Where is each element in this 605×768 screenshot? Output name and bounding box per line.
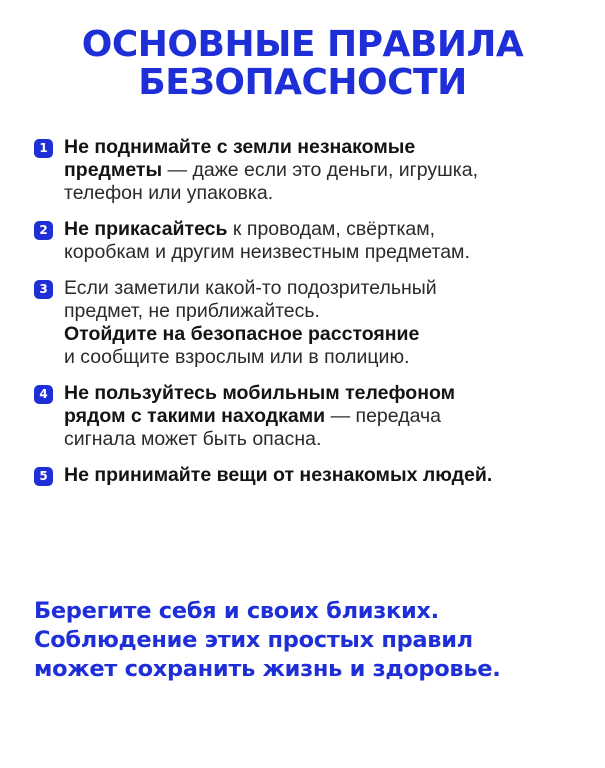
- rule-emphasis: Не прикасайтесь: [64, 218, 228, 240]
- rule-emphasis: Не поднимайте с земли незнакомые: [64, 136, 416, 158]
- rule-text-line: [64, 159, 582, 182]
- rule-emphasis: Не пользуйтесь мобильным телефоном: [64, 382, 456, 404]
- rule-text-line: [64, 136, 582, 159]
- rule-number-badge: 1: [34, 139, 53, 158]
- rule-emphasis: Не принимайте вещи от незнакомых людей.: [64, 464, 493, 486]
- rule-plain-text: сигнала может быть опасна.: [64, 428, 322, 450]
- rule-emphasis: предметы: [64, 159, 163, 181]
- rule-number-badge: 4: [34, 385, 53, 404]
- rule-text-line: [64, 277, 582, 300]
- rule-emphasis: рядом с такими находками: [64, 405, 326, 427]
- rule-text-line: [64, 182, 582, 205]
- rule-plain-text: Если заметили какой-то подозрительный: [64, 277, 437, 299]
- rule-text-line: [64, 218, 582, 241]
- rule-item-2: [34, 218, 582, 264]
- rule-emphasis: Отойдите на безопасное расстояние: [64, 323, 420, 345]
- rule-text-line: [64, 241, 582, 264]
- rule-text-line: [64, 428, 582, 451]
- rule-number-badge: 5: [34, 467, 53, 486]
- rule-item-3: [34, 277, 582, 369]
- rule-text-line: [64, 300, 582, 323]
- rule-plain-text: коробкам и другим неизвестным предметам.: [64, 241, 470, 263]
- rule-number-badge: 3: [34, 280, 53, 299]
- footer-line-3: может сохранить жизнь и здоровье.: [34, 656, 501, 682]
- rule-item-1: [34, 136, 582, 205]
- title-line-1: ОСНОВНЫЕ ПРАВИЛА: [81, 24, 524, 65]
- rule-item-5: [34, 464, 582, 487]
- rule-plain-text: — даже если это деньги, игрушка,: [162, 159, 479, 181]
- title-line-2: БЕЗОПАСНОСТИ: [138, 62, 467, 103]
- footer-message: [34, 597, 594, 684]
- rule-text-line: [64, 464, 582, 487]
- rule-text-line: [64, 405, 582, 428]
- rule-plain-text: к проводам, свёрткам,: [227, 218, 436, 240]
- rule-plain-text: телефон или упаковка.: [64, 182, 274, 204]
- rule-number-badge: 2: [34, 221, 53, 240]
- footer-line-2: Соблюдение этих простых правил: [34, 627, 473, 653]
- rule-text-line: [64, 323, 582, 346]
- rule-plain-text: и сообщите взрослым или в полицию.: [64, 346, 410, 368]
- footer-line-1: Берегите себя и своих близких.: [34, 598, 439, 624]
- rule-plain-text: предмет, не приближайтесь.: [64, 300, 320, 322]
- rule-text-line: [64, 346, 582, 369]
- rule-plain-text: — передача: [325, 405, 441, 427]
- rules-list: [34, 136, 582, 500]
- poster-title: [0, 26, 605, 102]
- rule-text-line: [64, 382, 582, 405]
- rule-item-4: [34, 382, 582, 451]
